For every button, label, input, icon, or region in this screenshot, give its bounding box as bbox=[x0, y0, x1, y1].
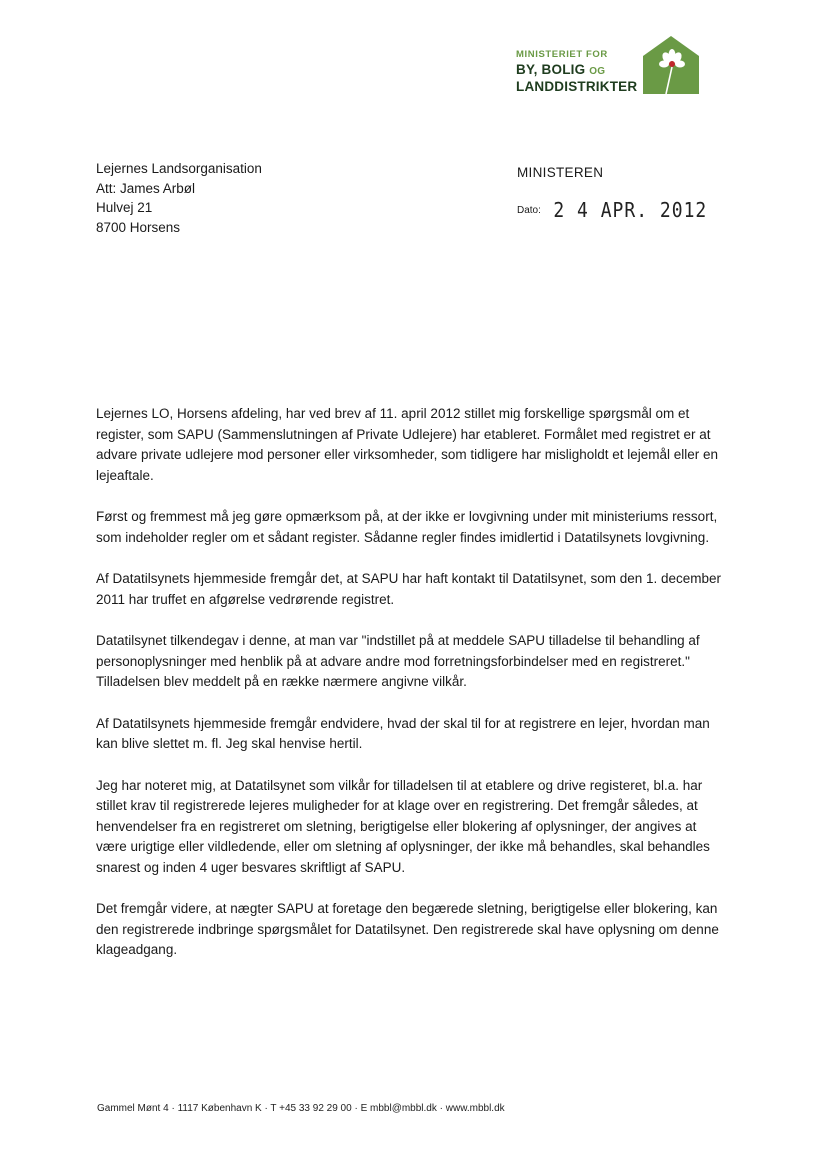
minister-heading: MINISTEREN bbox=[517, 165, 604, 180]
recipient-line: Att: James Arbøl bbox=[96, 180, 196, 196]
logo-wordmark bbox=[516, 50, 637, 93]
ministry-logo bbox=[516, 36, 702, 98]
recipient-line: 8700 Horsens bbox=[96, 219, 181, 235]
date-row bbox=[517, 200, 707, 221]
recipient-address bbox=[96, 159, 262, 237]
date-label: Dato: bbox=[517, 205, 541, 216]
body-paragraph: Det fremgår videre, at nægter SAPU at foretage den begærede sletning, berigtigelse eller blokering, kan den registrerede indbringe spørgsmålet for Datatilsynet. Den registrerede skal have oplysning om denne klageadgang. bbox=[96, 901, 719, 957]
logo-line2-text: BY, BOLIG bbox=[516, 61, 586, 77]
logo-og: OG bbox=[589, 65, 606, 77]
logo-line1: MINISTERIET FOR bbox=[516, 49, 608, 60]
footer-contact: Gammel Mønt 4 · 1117 København K · T +45 33 92 29 00 · E mbbl@mbbl.dk · www.mbbl.dk bbox=[97, 1103, 505, 1114]
body-paragraph: Af Datatilsynets hjemmeside fremgår endvidere, hvad der skal til for at registrere en lejer, hvordan man kan blive slettet m. fl. Jeg skal henvise hertil. bbox=[96, 715, 710, 751]
body-paragraph: Først og fremmest må jeg gøre opmærksom på, at der ikke er lovgivning under mit ministeriums ressort, som indeholder regler om et sådant register. Sådanne regler findes imidlertid i Datatilsynets lovgivning. bbox=[96, 509, 718, 545]
letter-body bbox=[96, 404, 726, 982]
logo-line3: LANDDISTRIKTER bbox=[516, 78, 638, 94]
body-paragraph: Jeg har noteret mig, at Datatilsynet som vilkår for tilladelsen til at etablere og drive registeret, bl.a. har stillet krav til registrerede lejeres muligheder for at klage over en registrering. Det fremgår således, at henvendelser fra en registreret om sletning, berigtigelse eller blokering af oplysninger, der angives at være urigtige eller vildledende, eller om sletning af oplysninger, der ikke må behandles, skal behandles snarest og inden 4 uger besvares skriftligt af SAPU. bbox=[96, 777, 710, 875]
body-paragraph: Datatilsynet tilkendegav i denne, at man var "indstillet på at meddele SAPU tilladelse til behandling af personoplysninger med henblik på at advare andre mod forretningsforbindelser med en registreret." Tilladelsen blev meddelt på en række nærmere angivne vilkår. bbox=[96, 633, 700, 689]
date-stamp: 2 4 APR. 2012 bbox=[553, 198, 708, 223]
recipient-line: Lejernes Landsorganisation bbox=[96, 161, 262, 176]
logo-line2 bbox=[516, 63, 637, 77]
recipient-line: Hulvej 21 bbox=[96, 200, 153, 215]
body-paragraph: Af Datatilsynets hjemmeside fremgår det, at SAPU har haft kontakt til Datatilsynet, som den 1. december 2011 har truffet en afgørelse vedrørende registret. bbox=[96, 571, 722, 607]
body-paragraph: Lejernes LO, Horsens afdeling, har ved brev af 11. april 2012 stillet mig forskellige spørgsmål om et register, som SAPU (Sammenslutningen af Private Udlejere) har etableret. Formålet med registret er at advare private udlejere mod personer eller virksomheder, som tidligere har misligholdt et lejemål eller en lejeaftale. bbox=[96, 406, 719, 483]
house-flower-icon bbox=[641, 36, 701, 94]
